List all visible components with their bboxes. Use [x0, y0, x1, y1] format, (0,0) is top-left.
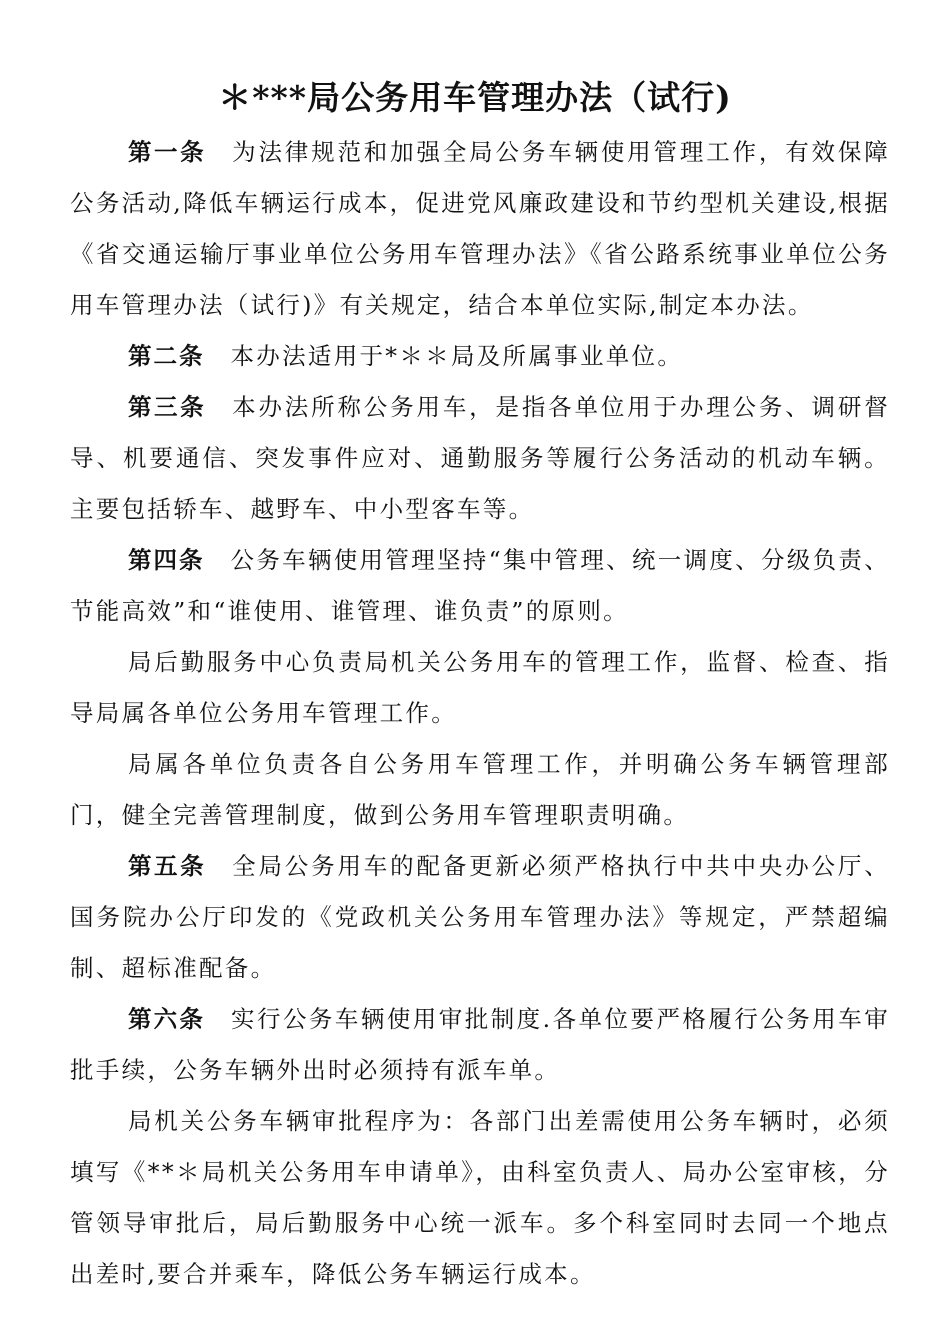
article-text: 为法律规范和加强全局公务车辆使用管理工作，有效保障公务活动,降低车辆运行成本，促进党风廉政建设和节约型机关建设,根据《省交通运输厅事业单位公务用车管理办法》《省公路系统事业单位公务用车管理办法（试行)》有关规定，结合本单位实际,制定本办法。 [70, 138, 891, 319]
article-label: 第五条 [128, 852, 207, 880]
article-text: 公务车辆使用管理坚持“集中管理、统一调度、分级负责、节能高效”和“谁使用、谁管理、谁负责”的原则。 [70, 546, 890, 625]
article-text: 本办法所称公务用车，是指各单位用于办理公务、调研督导、机要通信、突发事件应对、通勤服务等履行公务活动的机动车辆。主要包括轿车、越野车、中小型客车等。 [70, 393, 891, 523]
clause-text: 局机关公务车辆审批程序为：各部门出差需使用公务车辆时，必须填写《**＊局机关公务用车申请单》，由科室负责人、局办公室审核，分管领导审批后，局后勤服务中心统一派车。多个科室同时去同一个地点出差时,要合并乘车，降低公务车辆运行成本。 [70, 1107, 890, 1288]
article-4 [70, 535, 890, 637]
article-text: 实行公务车辆使用审批制度.各单位要严格履行公务用车审批手续，公务车辆外出时必须持有派车单。 [70, 1005, 890, 1084]
document-body [70, 127, 890, 1300]
article-text: 本办法适用于*＊＊局及所属事业单位。 [230, 342, 684, 370]
article-5 [70, 841, 890, 994]
clause-text: 局后勤服务中心负责局机关公务用车的管理工作，监督、检查、指导局属各单位公务用车管理工作。 [70, 648, 890, 727]
article-label: 第二条 [128, 342, 205, 370]
article-2 [70, 331, 890, 382]
article-text: 全局公务用车的配备更新必须严格执行中共中央办公厅、国务院办公厅印发的《党政机关公务用车管理办法》等规定，严禁超编制、超标准配备。 [70, 852, 891, 982]
article-label: 第六条 [128, 1005, 206, 1033]
article-6 [70, 994, 890, 1096]
article-3 [70, 382, 890, 535]
article-label: 第四条 [128, 546, 205, 574]
document-title: ＊***局公务用车管理办法（试行) [218, 78, 732, 117]
article-label: 第三条 [128, 393, 207, 421]
article-1 [70, 127, 890, 331]
clause-text: 局属各单位负责各自公务用车管理工作，并明确公务车辆管理部门，健全完善管理制度，做到公务用车管理职责明确。 [70, 750, 890, 829]
article-6-clause-2 [70, 1096, 890, 1300]
article-4-clause-3 [70, 739, 890, 841]
article-label: 第一条 [128, 138, 207, 166]
article-4-clause-2 [70, 637, 890, 739]
